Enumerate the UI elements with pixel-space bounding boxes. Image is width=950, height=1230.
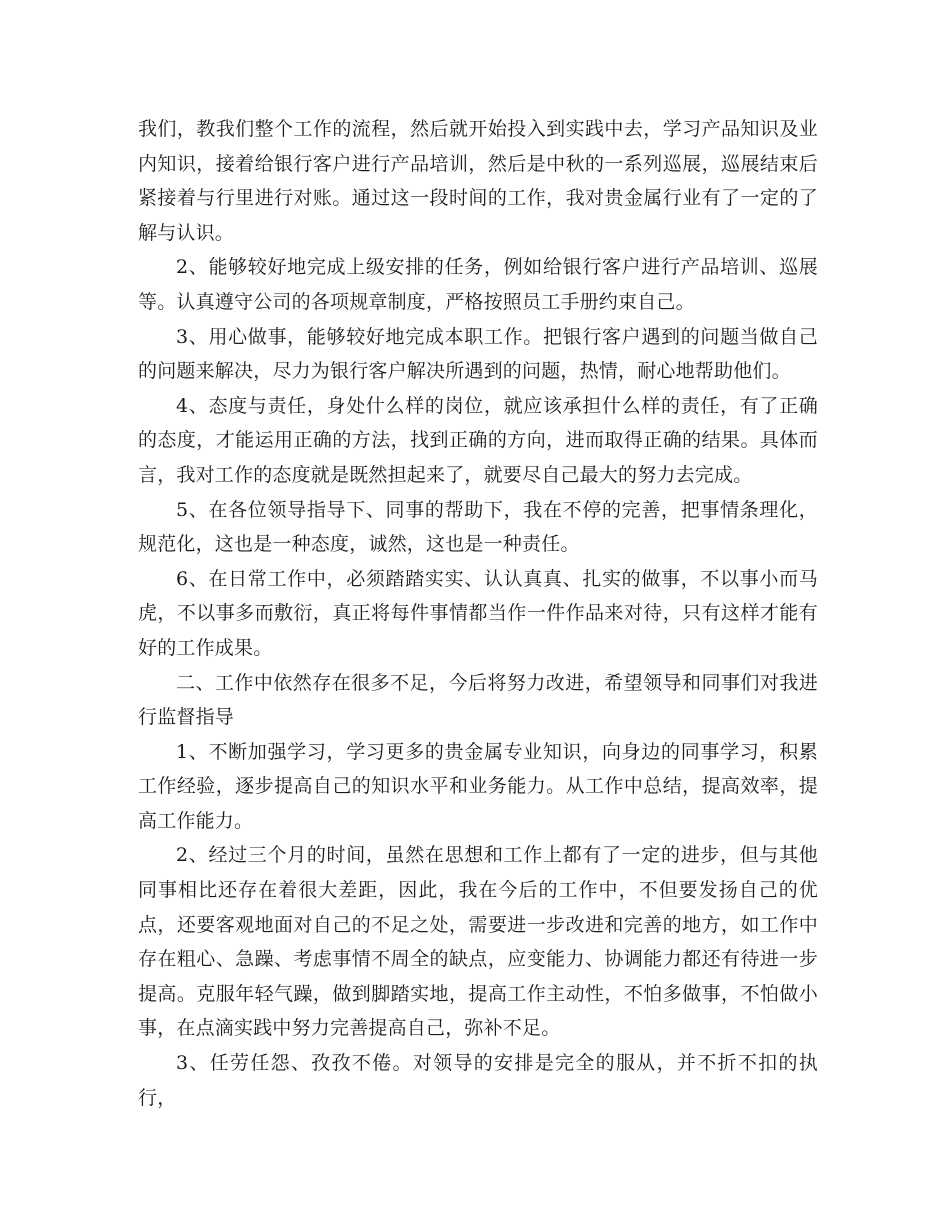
section-heading-2: 二、工作中依然存在很多不足，今后将努力改进，希望领导和同事们对我进行监督指导 xyxy=(138,671,818,729)
document-page xyxy=(138,112,818,1115)
paragraph-section2-item-3: 3、任劳任怨、孜孜不倦。对领导的安排是完全的服从，并不折不扣的执行， xyxy=(138,1052,818,1109)
paragraph-item-6: 6、在日常工作中，必须踏踏实实、认认真真、扎实的做事，不以事小而马虎，不以事多而敷衍，真正将每件事情都当作一件作品来对待，只有这样才能有好的工作成果。 xyxy=(138,567,818,659)
paragraph-item-4: 4、态度与责任，身处什么样的岗位，就应该承担什么样的责任，有了正确的态度，才能运用正确的方法，找到正确的方向，进而取得正确的结果。具体而言，我对工作的态度就是既然担起来了，就要尽自己最大的努力去完成。 xyxy=(138,394,818,486)
paragraph-section2-item-1: 1、不断加强学习，学习更多的贵金属专业知识，向身边的同事学习，积累工作经验，逐步提高自己的知识水平和业务能力。从工作中总结，提高效率，提高工作能力。 xyxy=(138,740,818,832)
paragraph-item-5: 5、在各位领导指导下、同事的帮助下，我在不停的完善，把事情条理化，规范化，这也是一种态度，诚然，这也是一种责任。 xyxy=(138,498,818,556)
paragraph-continuation: 我们，教我们整个工作的流程，然后就开始投入到实践中去，学习产品知识及业内知识，接着给银行客户进行产品培训，然后是中秋的一系列巡展，巡展结束后紧接着与行里进行对账。通过这一段时间的工作，我对贵金属行业有了一定的了解与认识。 xyxy=(138,118,818,244)
paragraph-item-2: 2、能够较好地完成上级安排的任务，例如给银行客户进行产品培训、巡展等。认真遵守公司的各项规章制度，严格按照员工手册约束自己。 xyxy=(138,256,818,313)
paragraph-section2-item-2: 2、经过三个月的时间，虽然在思想和工作上都有了一定的进步，但与其他同事相比还存在着很大差距，因此，我在今后的工作中，不但要发扬自己的优点，还要客观地面对自己的不足之处，需要进一步改进和完善的地方，如工作中存在粗心、急躁、考虑事情不周全的缺点，应变能力、协调能力都还有待进一步提高。克服年轻气躁，做到脚踏实地，提高工作主动性，不怕多做事，不怕做小事，在点滴实践中努力完善提高自己，弥补不足。 xyxy=(138,844,818,1040)
paragraph-item-3: 3、用心做事，能够较好地完成本职工作。把银行客户遇到的问题当做自己的问题来解决，尽力为银行客户解决所遇到的问题，热情，耐心地帮助他们。 xyxy=(138,325,818,383)
